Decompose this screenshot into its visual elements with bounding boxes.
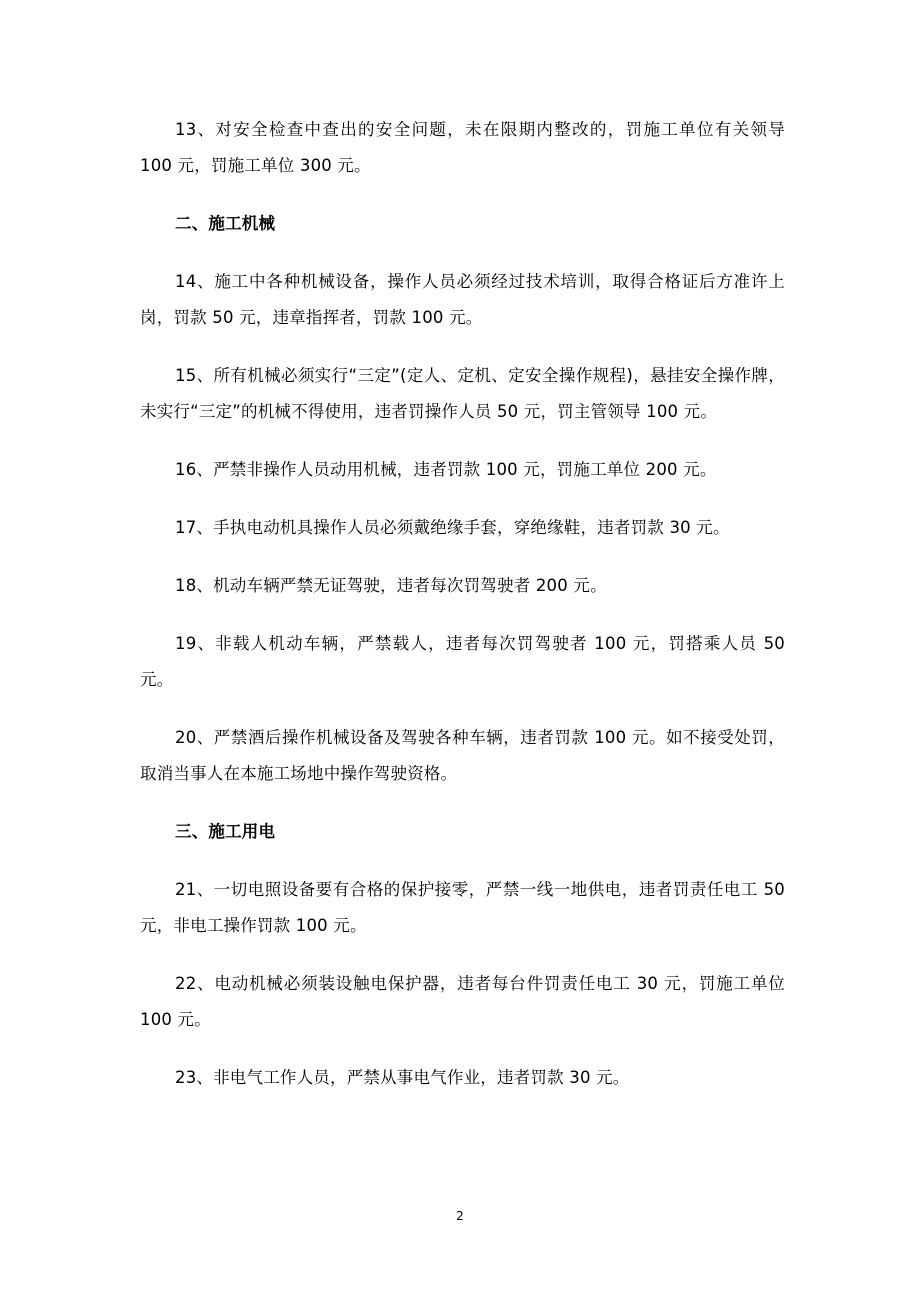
section-heading-machinery: 二、施工机械 xyxy=(175,214,276,233)
section-heading-electricity: 三、施工用电 xyxy=(175,822,276,841)
paragraph-item-19: 19、非载人机动车辆，严禁载人，违者每次罚驾驶者 100 元，罚搭乘人员 50 元。 xyxy=(140,634,785,689)
paragraph-item-22: 22、电动机械必须装设触电保护器，违者每台件罚责任电工 30 元，罚施工单位 100 元。 xyxy=(140,974,785,1029)
paragraph-item-16: 16、严禁非操作人员动用机械，违者罚款 100 元，罚施工单位 200 元。 xyxy=(175,460,717,479)
document-body xyxy=(140,112,785,1096)
page-number: 2 xyxy=(456,1209,464,1223)
paragraph-item-15: 15、所有机械必须实行“三定”(定人、定机、定安全操作规程)，悬挂安全操作牌，未实行“三定”的机械不得使用，违者罚操作人员 50 元，罚主管领导 100 元。 xyxy=(140,366,785,421)
paragraph-item-20: 20、严禁酒后操作机械设备及驾驶各种车辆，违者罚款 100 元。如不接受处罚，取消当事人在本施工场地中操作驾驶资格。 xyxy=(140,728,785,783)
paragraph-item-14: 14、施工中各种机械设备，操作人员必须经过技术培训，取得合格证后方准许上岗，罚款 50 元，违章指挥者，罚款 100 元。 xyxy=(140,272,785,327)
paragraph-item-18: 18、机动车辆严禁无证驾驶，违者每次罚驾驶者 200 元。 xyxy=(175,576,607,595)
paragraph-item-17: 17、手执电动机具操作人员必须戴绝缘手套，穿绝缘鞋，违者罚款 30 元。 xyxy=(175,518,730,537)
paragraph-item-21: 21、一切电照设备要有合格的保护接零，严禁一线一地供电，违者罚责任电工 50 元，非电工操作罚款 100 元。 xyxy=(140,880,785,935)
paragraph-item-13: 13、对安全检查中查出的安全问题，未在限期内整改的，罚施工单位有关领导 100 元，罚施工单位 300 元。 xyxy=(140,120,785,175)
paragraph-item-23: 23、非电气工作人员，严禁从事电气作业，违者罚款 30 元。 xyxy=(175,1068,630,1087)
